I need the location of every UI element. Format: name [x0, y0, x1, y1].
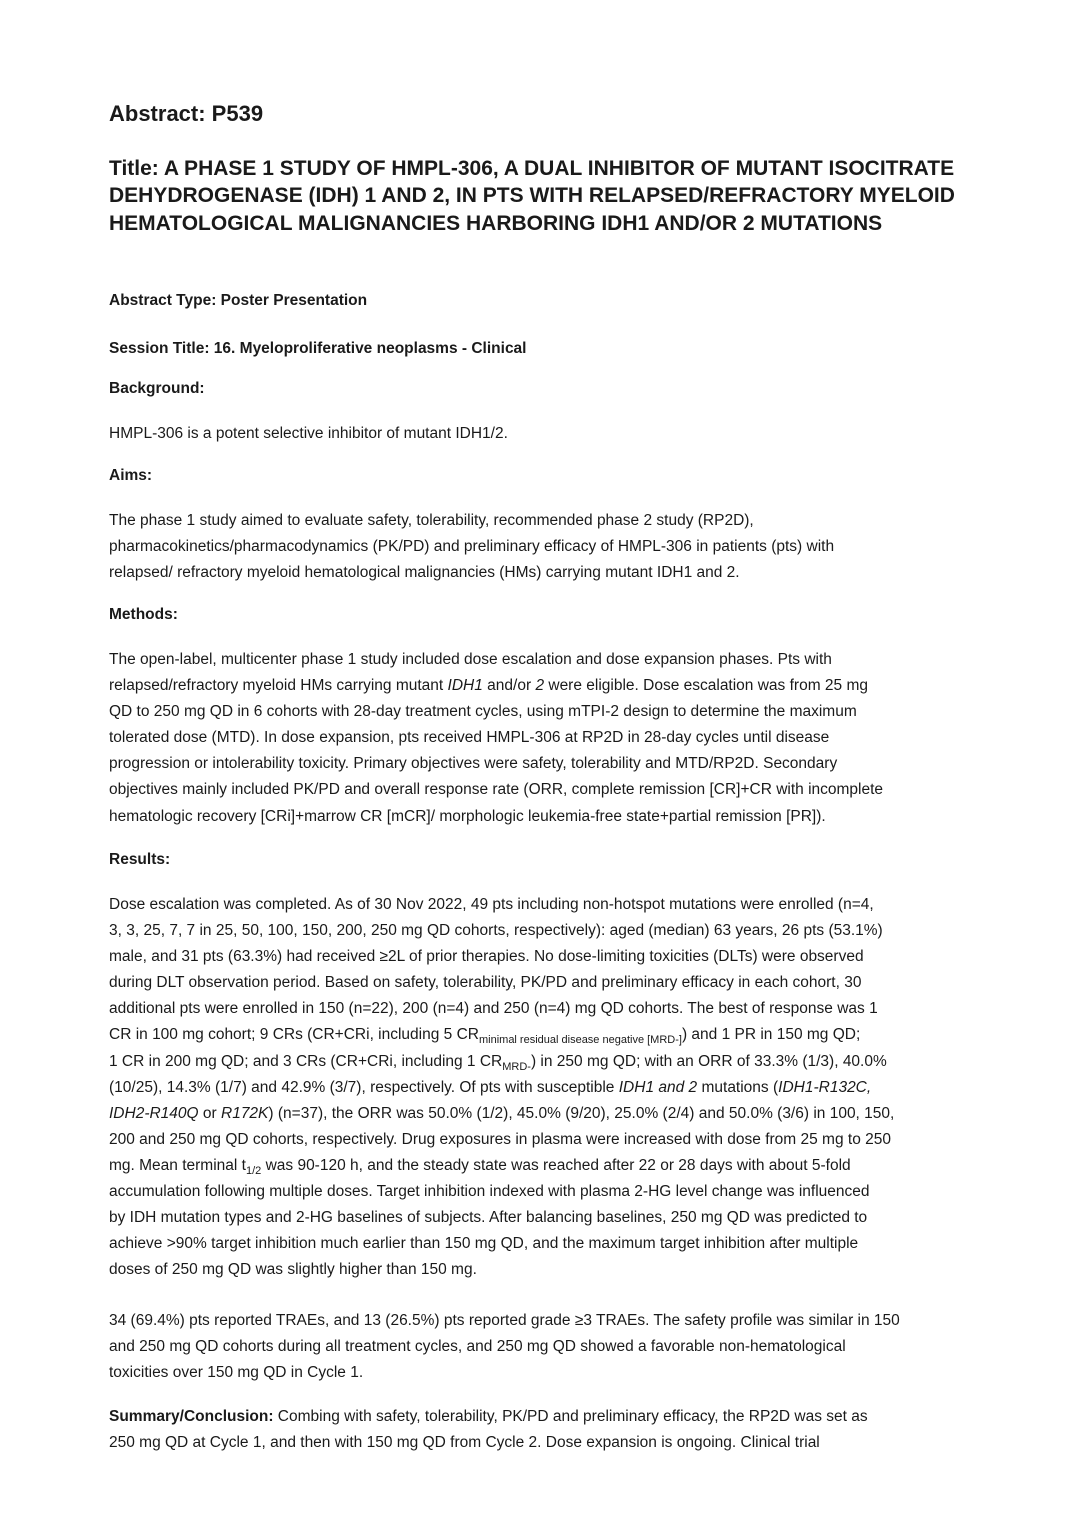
- aims-text: The phase 1 study aimed to evaluate safety, tolerability, recommended phase 2 study (RP2D), pharmacokinetics/pharmacodynamics (PK/PD) and preliminary efficacy of HMPL-306 in patients (pts) with relapsed/ refractory myeloid hematological malignancies (HMs) carrying mutant IDH1 and 2.: [109, 512, 835, 582]
- abstract-type: Abstract Type: Poster Presentation: [109, 292, 368, 309]
- session-title: Session Title: 16. Myeloproliferative neoplasms - Clinical: [109, 340, 527, 357]
- background-text: HMPL-306 is a potent selective inhibitor of mutant IDH1/2.: [109, 425, 508, 442]
- safety-text: 34 (69.4%) pts reported TRAEs, and 13 (26.5%) pts reported grade ≥3 TRAEs. The safety profile was similar in 150 and 250 mg QD cohorts during all treatment cycles, and 250 mg QD showed a favorable non-hematological toxicities over 150 mg QD in Cycle 1.: [109, 1312, 900, 1382]
- abstract-title: Title: A PHASE 1 STUDY OF HMPL-306, A DUAL INHIBITOR OF MUTANT ISOCITRATE DEHYDROGENASE (IDH) 1 AND 2, IN PTS WITH RELAPSED/REFRACTORY MYELOID HEMATOLOGICAL MALIGNANCIES HARBORING IDH1 AND/OR 2 MUTATIONS: [109, 157, 955, 235]
- conclusion-text: Summary/Conclusion: Combing with safety, tolerability, PK/PD and preliminary efficacy, the RP2D was set as 250 mg QD at Cycle 1, and then with 150 mg QD from Cycle 2. Dose expansion is ongoing. Clinical trial: [109, 1408, 868, 1452]
- results-heading: Results:: [109, 851, 171, 868]
- abstract-number: Abstract: P539: [109, 101, 264, 126]
- methods-text: The open-label, multicenter phase 1 study included dose escalation and dose expansion phases. Pts with relapsed/refractory myeloid HMs carrying mutant IDH1 and/or 2 were eligible. Dose escalation was from 25 mg QD to 250 mg QD in 6 cohorts with 28-day treatment cycles, using mTPI-2 design to determine the maximum tolerated dose (MTD). In dose expansion, pts received HMPL-306 at RP2D in 28-day cycles until disease progression or intolerability toxicity. Primary objectives were safety, tolerability and MTD/RP2D. Secondary objectives mainly included PK/PD and overall response rate (ORR, complete remission [CR]+CR with incomplete hematologic recovery [CRi]+marrow CR [mCR]/ morphologic leukemia-free state+partial remission [PR]).: [109, 651, 884, 825]
- conclusion-heading: Summary/Conclusion:: [109, 1408, 274, 1425]
- methods-heading: Methods:: [109, 606, 178, 623]
- background-heading: Background:: [109, 380, 205, 397]
- results-text: Dose escalation was completed. As of 30 Nov 2022, 49 pts including non-hotspot mutations were enrolled (n=4, 3, 3, 25, 7, 7 in 25, 50, 100, 150, 200, 250 mg QD cohorts, respectively): aged (median) 63 years, 26 pts (53.1%) male, and 31 pts (63.3%) had received ≥2L of prior therapies. No dose-limiting toxicities (DLTs) were observed during DLT observation period. Based on safety, tolerability, PK/PD and preliminary efficacy in each cohort, 30 additional pts were enrolled in 150 (n=22), 200 (n=4) and 250 (n=4) mg QD cohorts. The best of response was 1 CR in 100 mg cohort; 9 CRs (CR+CRi, including 5 $CR_{minimal residual disease negative [MRD-]}$) and 1 PR in 150 mg QD; 1 CR in 200 mg QD; and 3 CRs (CR+CRi, including 1 $CR_{MRD-}$) in 250 mg QD; with an ORR of 33.3% (1/3), 40.0% (10/25), 14.3% (1/7) and 42.9% (3/7), respectively. Of pts with susceptible IDH1 and 2 mutations (IDH1-R132C, IDH2-R140Q or R172K) (n=37), the ORR was 50.0% (1/2), 45.0% (9/20), 25.0% (2/4) and 50.0% (3/6) in 100, 150, 200 and 250 mg QD cohorts, respectively. Drug exposures in plasma were increased with dose from 25 mg to 250 mg. Mean terminal $t_{1/2}$ was 90-120 h, and the steady state was reached after 22 or 28 days with about 5-fold accumulation following multiple doses. Target inhibition indexed with plasma 2-HG level change was influenced by IDH mutation types and 2-HG baselines of subjects. After balancing baselines, 250 mg QD was predicted to achieve >90% target inhibition much earlier than 150 mg QD, and the maximum target inhibition after multiple doses of 250 mg QD was slightly higher than 150 mg.: [109, 896, 895, 1279]
- aims-heading: Aims:: [109, 467, 153, 484]
